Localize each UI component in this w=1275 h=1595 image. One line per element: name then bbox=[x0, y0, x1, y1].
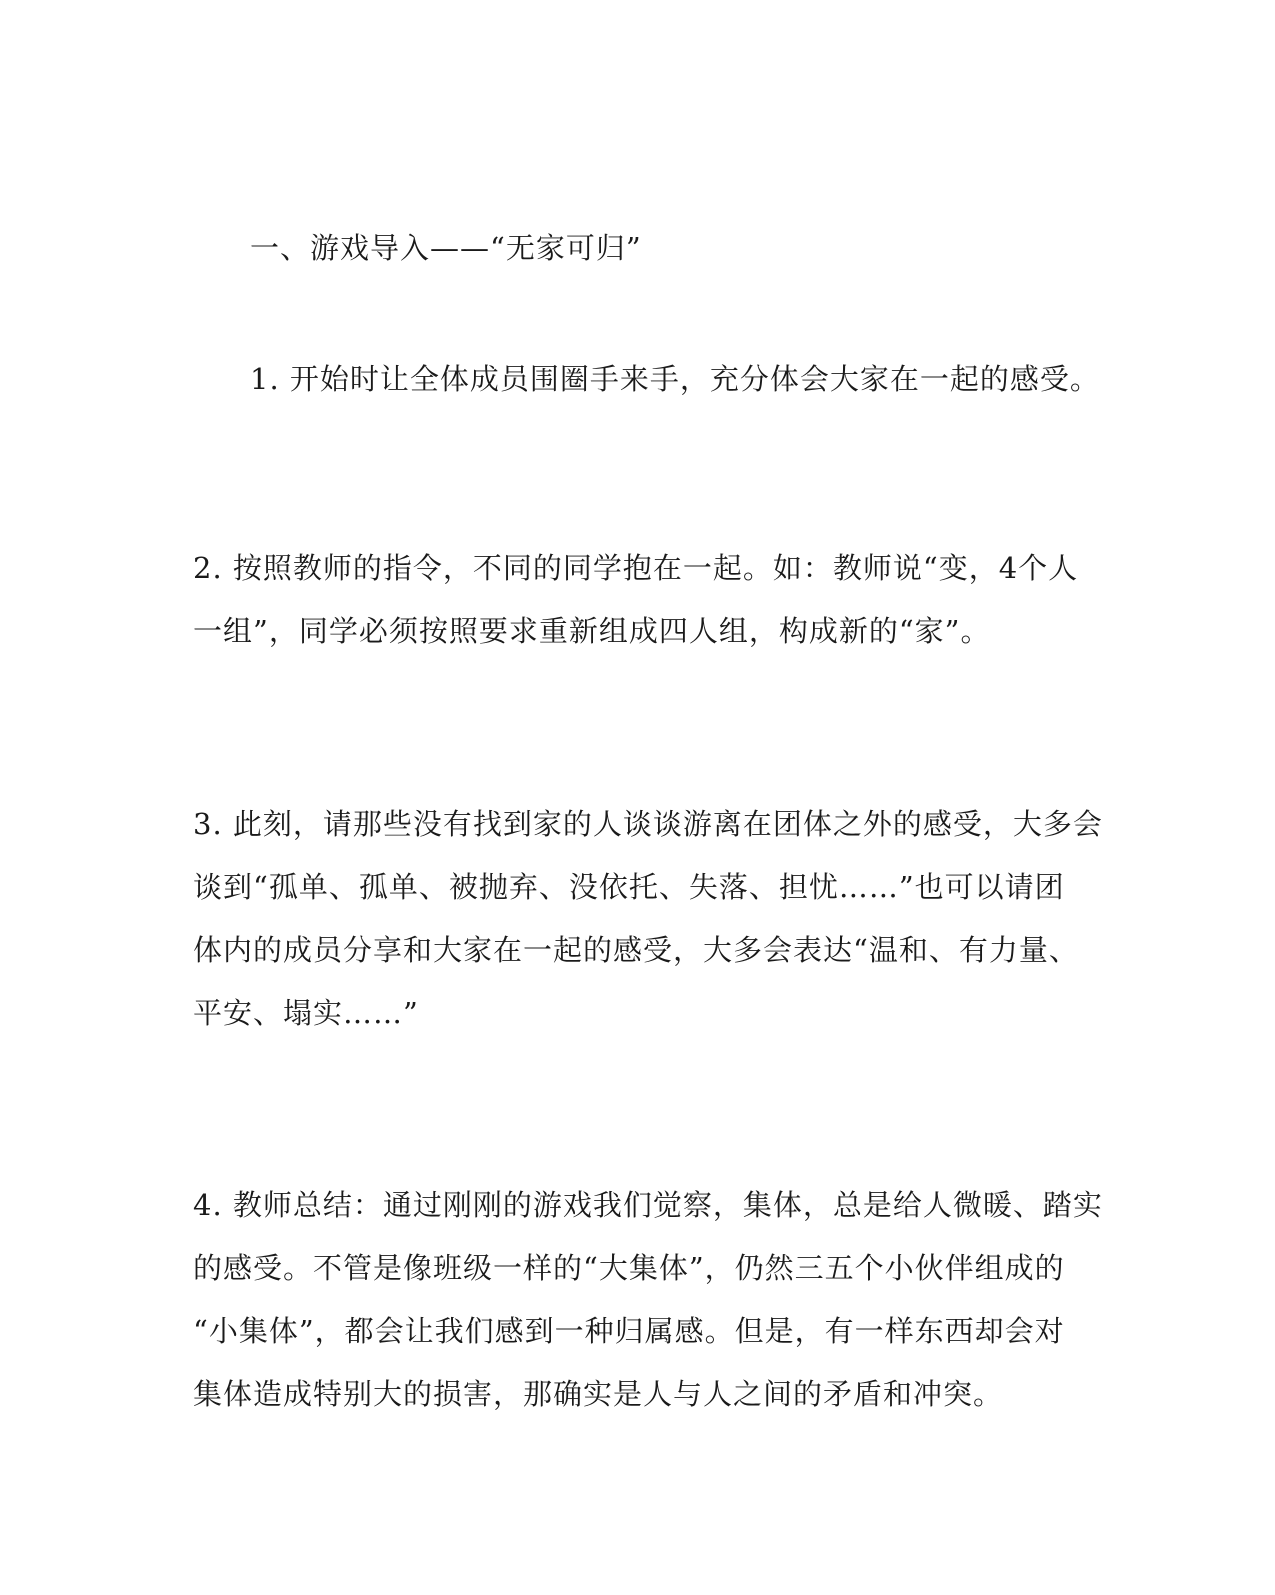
paragraph-item-3-line-4: 平安、塌实……” bbox=[193, 996, 419, 1030]
paragraph-item-4-line-3: “小集体”，都会让我们感到一种归属感。但是，有一样东西却会对 bbox=[193, 1314, 1065, 1348]
paragraph-item-4-line-2: 的感受。不管是像班级一样的“大集体”，仍然三五个小伙伴组成的 bbox=[193, 1251, 1065, 1285]
paragraph-item-3-line-3: 体内的成员分享和大家在一起的感受，大多会表达“温和、有力量、 bbox=[193, 933, 1079, 967]
paragraph-item-2-line-2: 一组”，同学必须按照要求重新组成四人组，构成新的“家”。 bbox=[193, 614, 991, 648]
paragraph-item-4-line-4: 集体造成特别大的损害，那确实是人与人之间的矛盾和冲突。 bbox=[193, 1377, 1004, 1411]
paragraph-item-1: 1. 开始时让全体成员围圈手来手，充分体会大家在一起的感受。 bbox=[250, 362, 1100, 396]
paragraph-item-4-line-1: 4. 教师总结：通过刚刚的游戏我们觉察，集体，总是给人微暖、踏实 bbox=[193, 1188, 1103, 1222]
paragraph-item-2-line-1: 2. 按照教师的指令，不同的同学抱在一起。如：教师说“变，4个人 bbox=[193, 551, 1079, 585]
section-heading: 一、游戏导入——“无家可归” bbox=[250, 231, 642, 265]
paragraph-item-3-line-2: 谈到“孤单、孤单、被抛弃、没依托、失落、担忧……”也可以请团 bbox=[193, 870, 1065, 904]
paragraph-item-3-line-1: 3. 此刻，请那些没有找到家的人谈谈游离在团体之外的感受，大多会 bbox=[193, 807, 1103, 841]
